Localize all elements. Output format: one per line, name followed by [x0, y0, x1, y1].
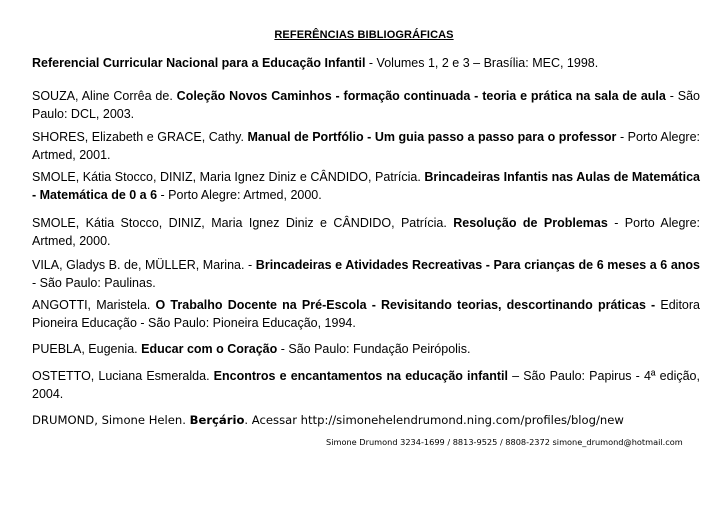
reference-title: Brincadeiras Infantis nas Aulas de Matemática - Matemática de 0 a 6 — [32, 170, 700, 202]
reference-5 — [32, 214, 700, 250]
reference-details: - Volumes 1, 2 e 3 – Brasília: MEC, 1998. — [365, 56, 599, 70]
reference-authors: VILA, Gladys B. de, MÜLLER, Marina. - — [32, 258, 256, 272]
reference-7 — [32, 296, 700, 332]
footer-contact: Simone Drumond 3234-1699 / 8813-9525 / 8808-2372 simone_drumond@hotmail.com — [326, 437, 683, 447]
reference-10 — [32, 411, 700, 429]
reference-authors: SOUZA, Aline Corrêa de. — [32, 89, 177, 103]
reference-authors: PUEBLA, Eugenia. — [32, 342, 142, 356]
reference-details: - Porto Alegre: Artmed, 2000. — [32, 216, 701, 248]
reference-authors: SHORES, Elizabeth e GRACE, Cathy. — [32, 130, 248, 144]
reference-title: Manual de Portfólio - Um guia passo a passo para o professor — [247, 130, 617, 144]
reference-4 — [32, 168, 700, 204]
reference-2 — [32, 87, 700, 123]
reference-3 — [32, 128, 700, 164]
reference-title: Educar com o Coração — [141, 342, 278, 356]
reference-title: O Trabalho Docente na Pré-Escola - Revisitando teorias, descortinando práticas - — [155, 298, 656, 312]
reference-1 — [32, 54, 700, 72]
reference-title: Coleção Novos Caminhos - formação continuada - teoria e prática na sala de aula — [176, 89, 666, 103]
reference-authors: SMOLE, Kátia Stocco, DINIZ, Maria Ignez Diniz e CÂNDIDO, Patrícia. — [32, 170, 425, 184]
reference-authors: OSTETTO, Luciana Esmeralda. — [32, 369, 214, 383]
reference-details: - Porto Alegre: Artmed, 2000. — [157, 188, 322, 202]
reference-details: - Porto Alegre: Artmed, 2001. — [32, 130, 700, 162]
reference-details: Editora Pioneira Educação - São Paulo: Pioneira Educação, 1994. — [32, 298, 700, 330]
reference-details: – São Paulo: Papirus - 4ª edição, 2004. — [32, 369, 700, 401]
reference-authors: ANGOTTI, Maristela. — [32, 298, 156, 312]
reference-details: - São Paulo: DCL, 2003. — [32, 89, 700, 121]
reference-authors: DRUMOND, Simone Helen. — [32, 413, 190, 427]
reference-9 — [32, 367, 700, 403]
reference-6 — [32, 256, 700, 292]
reference-details: . Acessar http://simonehelendrumond.ning.com/profiles/blog/new — [244, 413, 624, 427]
reference-title: Brincadeiras e Atividades Recreativas - Para crianças de 6 meses a 6 anos — [255, 258, 700, 272]
reference-title: Resolução de Problemas — [453, 216, 608, 230]
reference-title: Encontros e encantamentos na educação infantil — [213, 369, 508, 383]
reference-8 — [32, 340, 700, 358]
page-title: REFERÊNCIAS BIBLIOGRÁFICAS — [274, 29, 454, 41]
reference-details: - São Paulo: Paulinas. — [32, 276, 156, 290]
reference-details: - São Paulo: Fundação Peirópolis. — [277, 342, 471, 356]
reference-title: Berçário — [189, 413, 245, 427]
reference-authors: SMOLE, Kátia Stocco, DINIZ, Maria Ignez Diniz e CÂNDIDO, Patrícia. — [32, 216, 454, 230]
reference-title: Referencial Curricular Nacional para a Educação Infantil — [32, 56, 366, 70]
